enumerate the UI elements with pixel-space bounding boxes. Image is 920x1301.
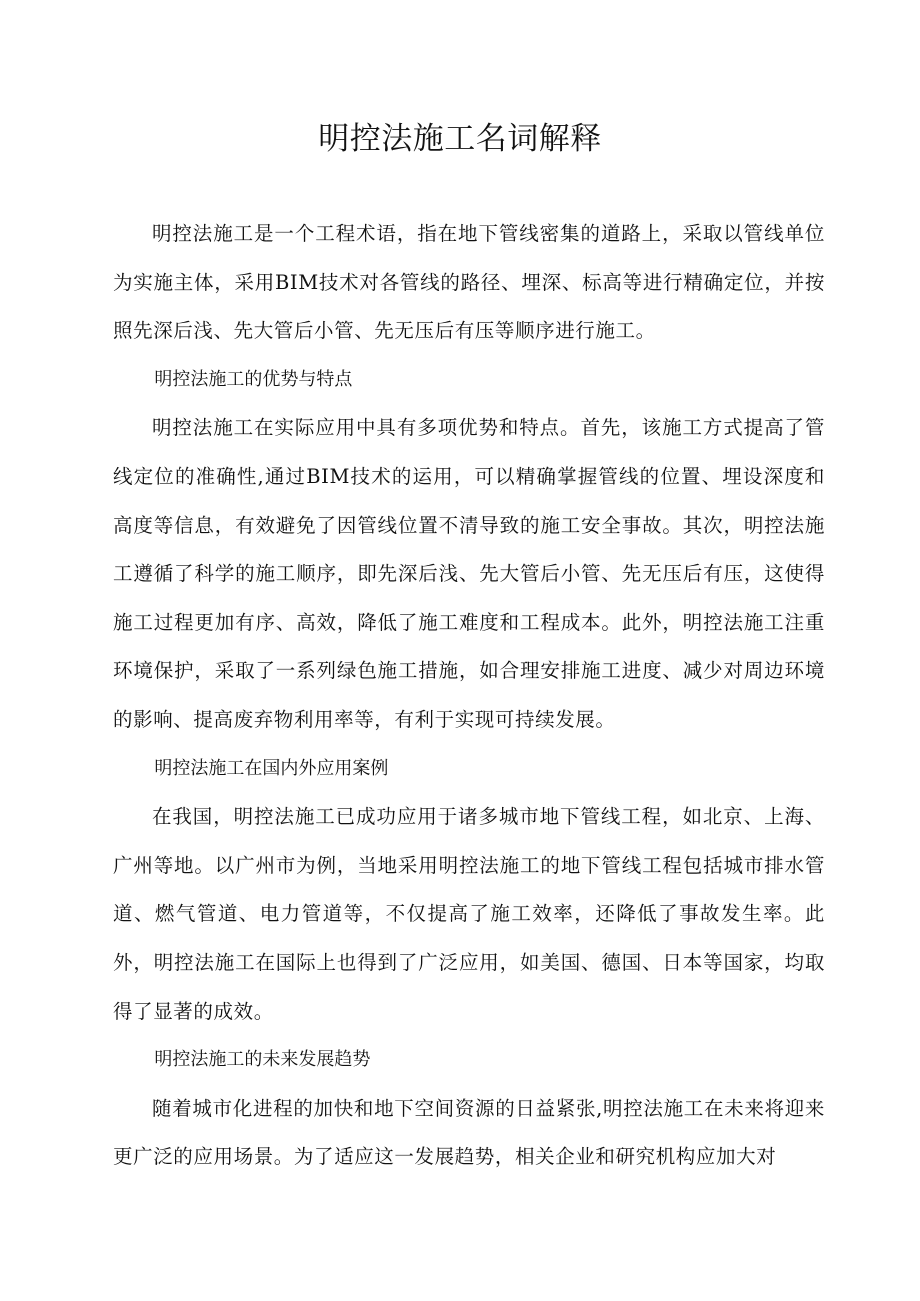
document-title: 明控法施工名词解释	[318, 121, 602, 157]
paragraph-definition: 明控法施工是一个工程术语，指在地下管线密集的道路上，采取以管线单位为实施主体，采用BIM技术对各管线的路径、埋深、标高等进行精确定位，并按照先深后浅、先大管后小管、先无压后有压等顺序进行施工。	[113, 222, 825, 343]
section-heading-cases: 明控法施工在国内外应用案例	[154, 757, 389, 779]
paragraph-cases: 在我国，明控法施工已成功应用于诸多城市地下管线工程，如北京、上海、广州等地。以广州市为例，当地采用明控法施工的地下管线工程包括城市排水管道、燃气管道、电力管道等，不仅提高了施工效率，还降低了事故发生率。此外，明控法施工在国际上也得到了广泛应用，如美国、德国、日本等国家，均取得了显著的成效。	[113, 805, 825, 1023]
section-heading-advantages: 明控法施工的优势与特点	[154, 368, 353, 390]
paragraph-future: 随着城市化进程的加快和地下空间资源的日益紧张,明控法施工在未来将迎来更广泛的应用场景。为了适应这一发展趋势，相关企业和研究机构应加大对	[113, 1096, 825, 1169]
document-body	[113, 210, 825, 1182]
paragraph-advantages: 明控法施工在实际应用中具有多项优势和特点。首先，该施工方式提高了管线定位的准确性,通过BIM技术的运用，可以精确掌握管线的位置、埋设深度和高度等信息，有效避免了因管线位置不清导致的施工安全事故。其次，明控法施工遵循了科学的施工顺序，即先深后浅、先大管后小管、先无压后有压，这使得施工过程更加有序、高效，降低了施工难度和工程成本。此外，明控法施工注重环境保护，采取了一系列绿色施工措施，如合理安排施工进度、减少对周边环境的影响、提高废弃物利用率等，有利于实现可持续发展。	[113, 416, 825, 731]
section-heading-future: 明控法施工的未来发展趋势	[154, 1049, 371, 1071]
